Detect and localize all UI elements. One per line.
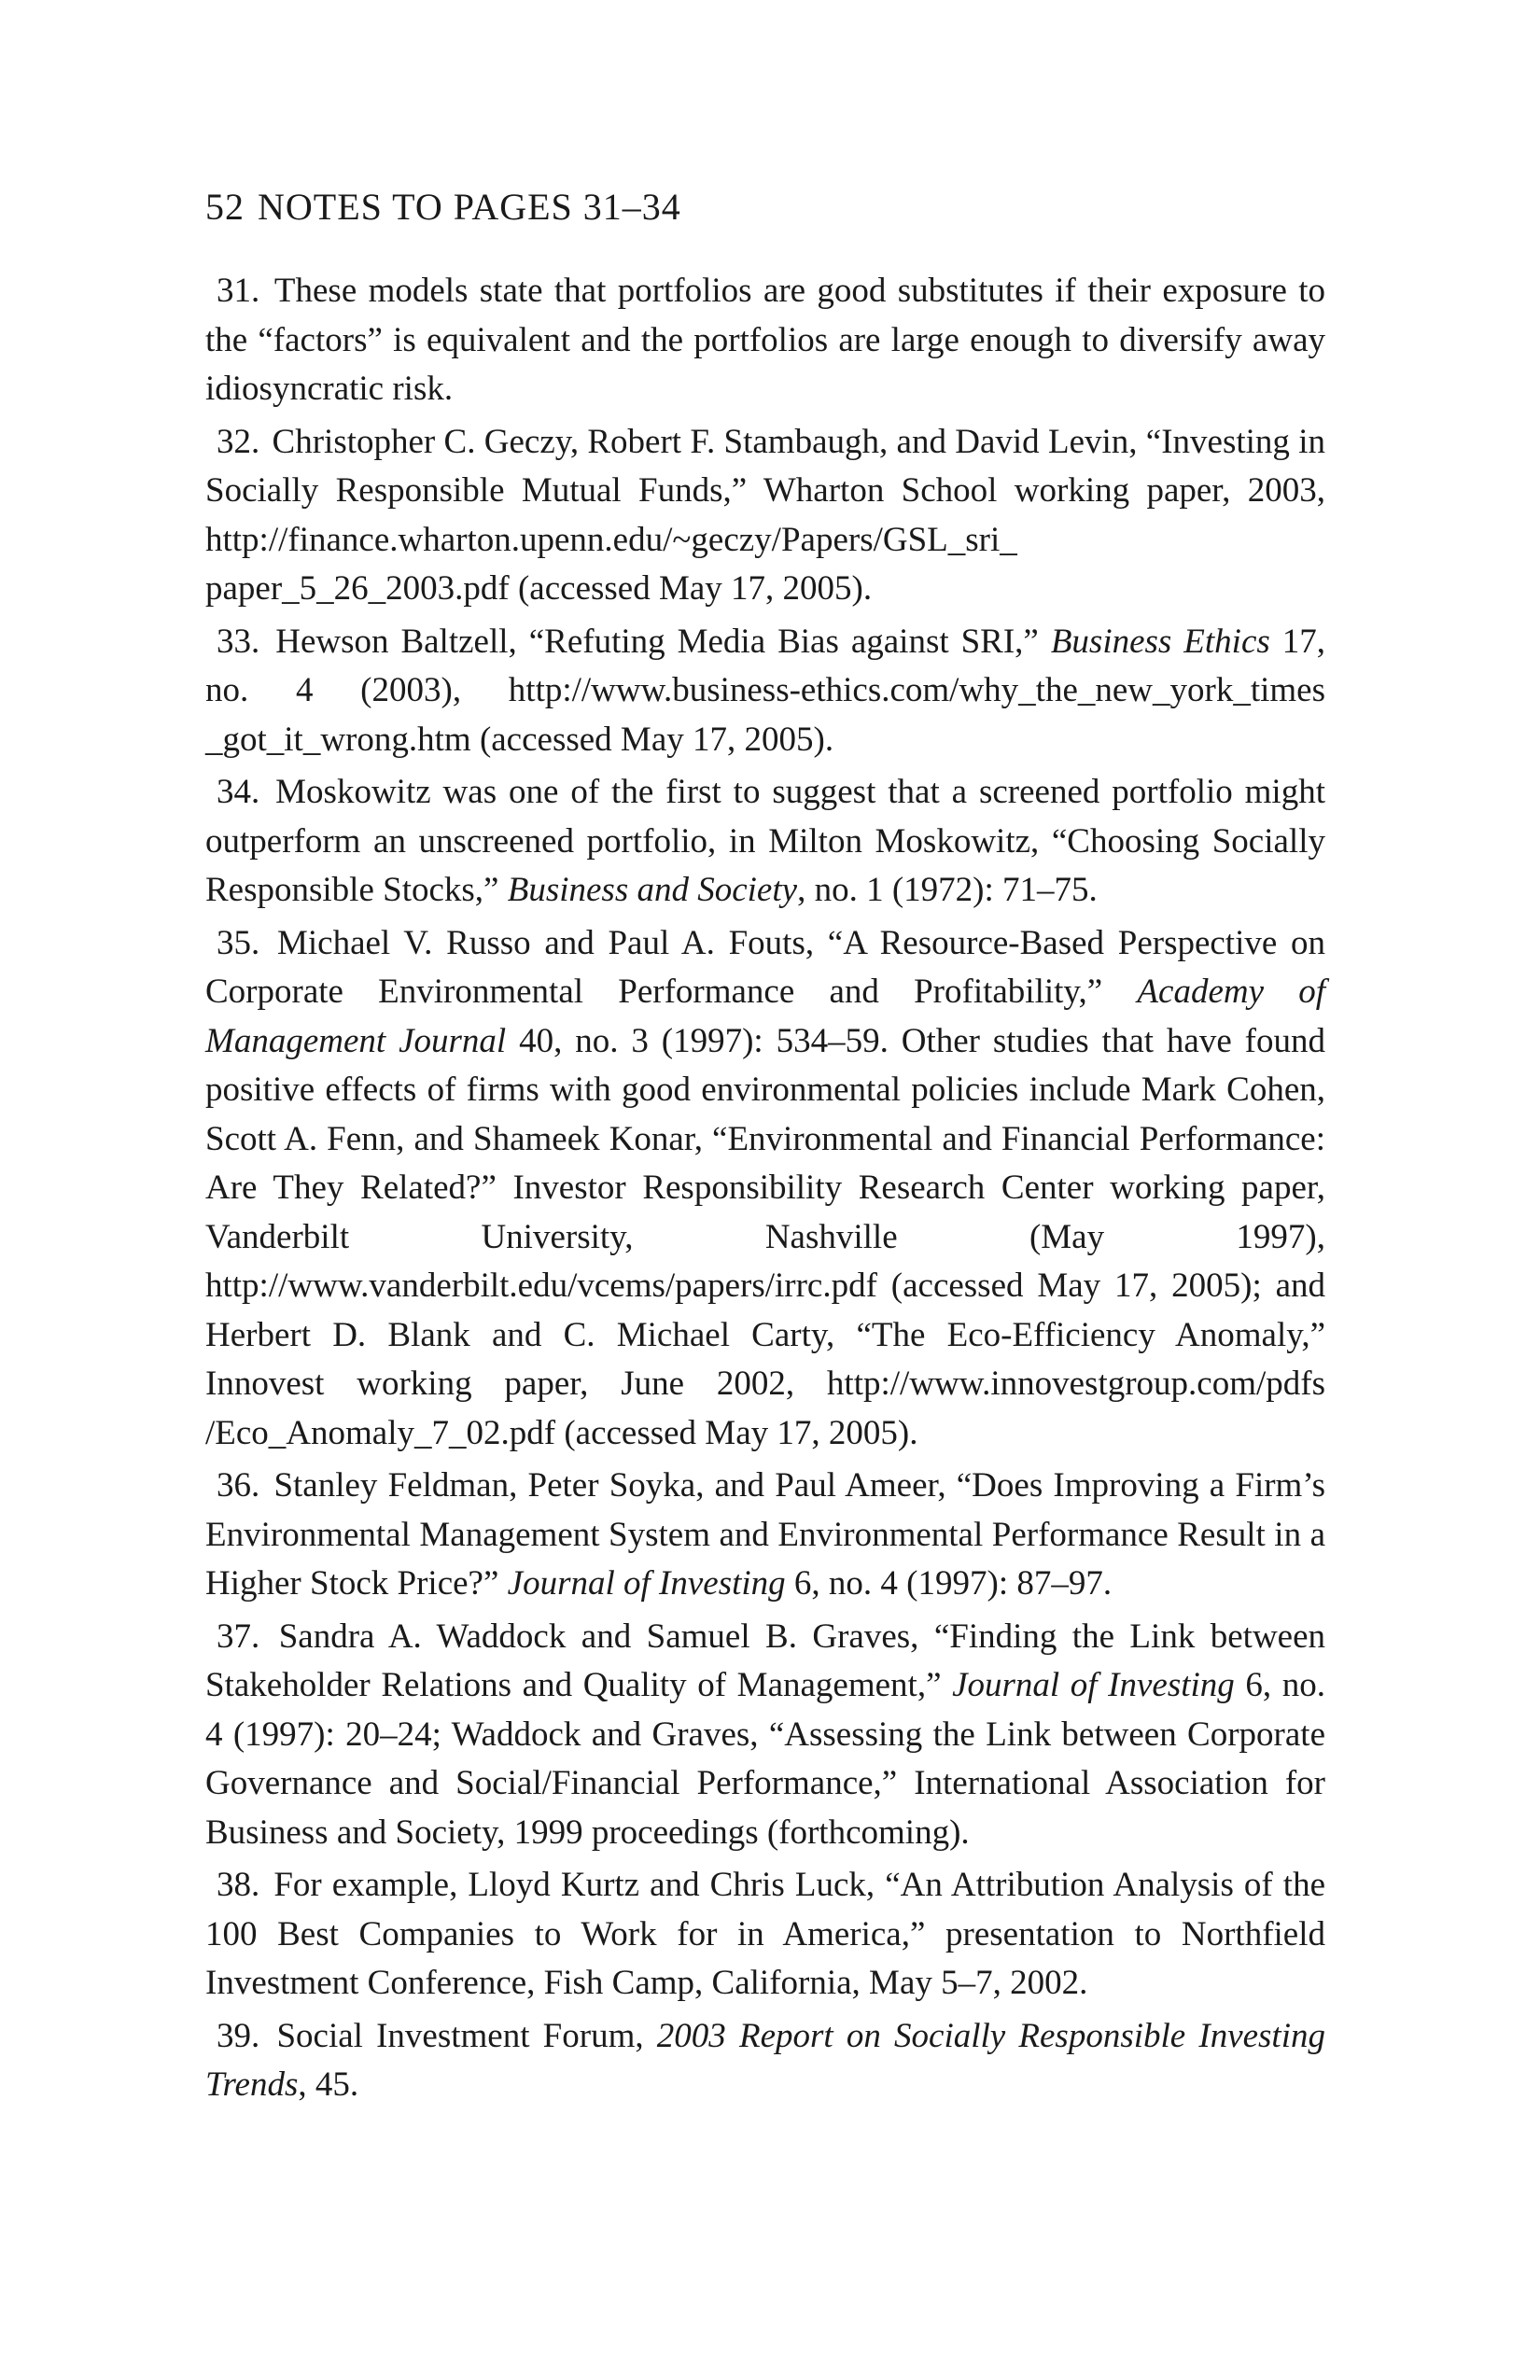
footnote-text: 6, no. 4 (1997): 87–97. [785, 1564, 1113, 1603]
footnote-number: 35. [217, 923, 260, 962]
footnote-31 [205, 267, 1325, 414]
footnote-38 [205, 1861, 1325, 2009]
footnote-text: Sandra A. Waddock and Samuel B. Graves, “Finding the Link between Stakeholder Relations and Quality of Management,” [205, 1617, 1326, 1704]
footnote-text: Christopher C. Geczy, Robert F. Stambaugh, and David Levin, “Investing in Socially Responsible Mutual Funds,” Wharton School working paper, 2003, http://finance.wharton.upenn.edu/~geczy/Papers/GSL_sri_ paper_5_26_2003.pdf (accessed May 17, 2005). [205, 422, 1325, 608]
footnote-text: 40, no. 3 (1997): 534–59. Other studies that have found positive effects of firms with good environmental policies include Mark Cohen, Scott A. Fenn, and Shameek Konar, “Environmental and Financial Performance: Are They Related?” Investor Responsibility Research Center working paper, Vanderbilt University, Nashville (May 1997), http://www.vanderbilt.edu/vcems/papers/irrc.pdf (accessed May 17, 2005); and Herbert D. Blank and C. Michael Carty, “The Eco-Efficiency Anomaly,” Innovest working paper, June 2002, http://www.innovestgroup.com/pdfs /Eco_Anomaly_7_02.pdf (accessed May 17, 2005). [205, 1021, 1325, 1452]
footnote-number: 32. [217, 422, 260, 461]
footnote-text: For example, Lloyd Kurtz and Chris Luck, “An Attribution Analysis of the 100 Best Companies to Work for in America,” presentation to Northfield Investment Conference, Fish Camp, California, May 5–7, 2002. [205, 1866, 1325, 2002]
footnote-italic-title: Business and Society [507, 871, 798, 909]
footnote-36 [205, 1462, 1325, 1609]
footnote-37 [205, 1613, 1325, 1858]
footnote-text: Stanley Feldman, Peter Soyka, and Paul Ameer, “Does Improving a Firm’s Environmental Management System and Environmental Performance Result in a Higher Stock Price?” [205, 1466, 1326, 1603]
footnote-32 [205, 418, 1325, 614]
page-number: 52 [205, 186, 245, 228]
footnote-text: Moskowitz was one of the first to suggest that a screened portfolio might outperform an unscreened portfolio, in Milton Moskowitz, “Choosing Socially Responsible Stocks,” [205, 773, 1325, 909]
footnote-text: Social Investment Forum, [276, 2016, 657, 2055]
footnote-35 [205, 919, 1325, 1459]
footnote-number: 33. [217, 622, 260, 661]
footnote-39 [205, 2012, 1325, 2110]
footnote-text: 6, no. 4 (1997): 20–24; Waddock and Graves, “Assessing the Link between Corporate Governance and Social/Financial Performance,” International Association for Business and Society, 1999 proceedings (forthcoming). [205, 1666, 1325, 1852]
footnote-italic-title: Academy of Management Journal [205, 973, 1326, 1060]
footnote-text: , 45. [298, 2065, 359, 2104]
footnote-number: 39. [217, 2016, 260, 2055]
footnote-number: 38. [217, 1866, 260, 1904]
footnote-number: 37. [217, 1617, 260, 1656]
footnote-number: 34. [217, 773, 260, 811]
page [205, 185, 1325, 2114]
footnote-33 [205, 618, 1325, 765]
footnote-italic-title: 2003 Report on Socially Responsible Investing Trends [205, 2016, 1325, 2104]
footnote-number: 36. [217, 1466, 260, 1505]
footnote-text: These models state that portfolios are good substitutes if their exposure to the “factors” is equivalent and the portfolios are large enough to diversify away idiosyncratic risk. [205, 272, 1325, 408]
footnote-text: Hewson Baltzell, “Refuting Media Bias against SRI,” [275, 622, 1051, 661]
footnote-text: 17, no. 4 (2003), http://www.business-ethics.com/why_the_new_york_times _got_it_wrong.htm (accessed May 17, 2005). [205, 622, 1325, 759]
footnote-number: 31. [217, 272, 260, 310]
running-head [205, 185, 1325, 230]
footnote-text: , no. 1 (1972): 71–75. [797, 871, 1098, 909]
footnote-text: Michael V. Russo and Paul A. Fouts, “A Resource-Based Perspective on Corporate Environmental Performance and Profitability,” [205, 923, 1326, 1011]
notes-list [205, 267, 1325, 2110]
footnote-italic-title: Business Ethics [1050, 622, 1270, 661]
running-head-title: NOTES TO PAGES 31–34 [258, 186, 681, 228]
footnote-34 [205, 768, 1325, 916]
footnote-italic-title: Journal of Investing [952, 1666, 1235, 1704]
footnote-italic-title: Journal of Investing [507, 1564, 786, 1603]
